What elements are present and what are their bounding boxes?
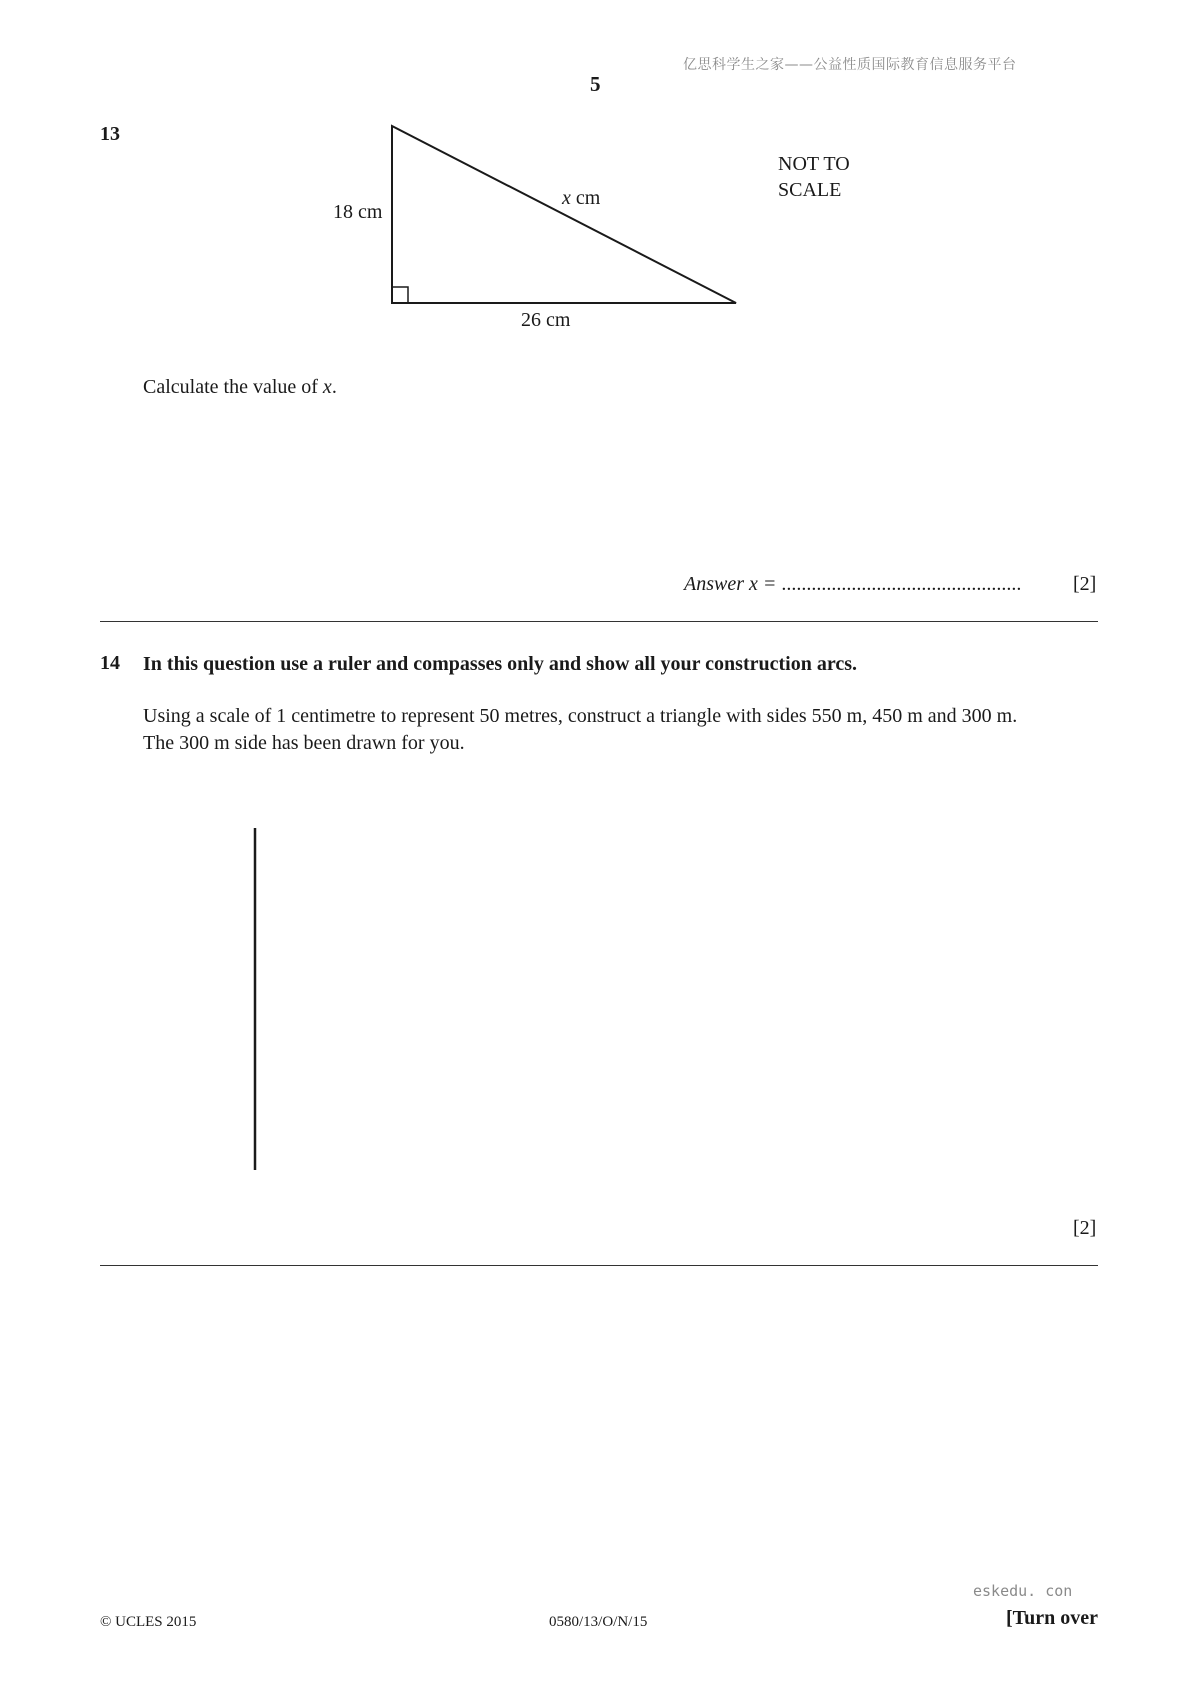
question-14-text-line1: Using a scale of 1 centimetre to represent 50 metres, construct a triangle with sides 550 m, 450 m and 300 m.: [143, 705, 1018, 727]
divider-q13: [100, 621, 1098, 622]
not-to-scale-line1: NOT TO: [778, 153, 850, 175]
question-14-instruction: In this question use a ruler and compasses only and show all your construction arcs.: [143, 653, 858, 675]
hypotenuse-unit: cm: [575, 187, 601, 209]
prompt-text: Calculate the value of: [143, 376, 323, 398]
question-13-number: 13: [100, 123, 120, 145]
marks-q13: [2]: [1073, 573, 1097, 595]
right-angle-marker: [392, 287, 408, 303]
answer-line-13: [684, 573, 1021, 596]
watermark-header: 亿思科学生之家——公益性质国际教育信息服务平台: [683, 57, 1017, 73]
question-14-number: 14: [100, 652, 120, 674]
label-26cm: 26 cm: [521, 309, 571, 331]
construction-area[interactable]: [0, 820, 1191, 1180]
divider-q14: [100, 1265, 1098, 1266]
prompt-variable: x: [322, 376, 332, 398]
question-14-text-line2: The 300 m side has been drawn for you.: [143, 732, 465, 754]
hypotenuse-variable: x: [562, 187, 571, 209]
not-to-scale-line2: SCALE: [778, 179, 842, 201]
label-hypotenuse: [562, 187, 600, 210]
question-13-prompt: [143, 374, 337, 401]
marks-q14: [2]: [1073, 1217, 1097, 1239]
footer-paper-code: 0580/13/O/N/15: [549, 1614, 648, 1630]
answer-dots[interactable]: ................................................: [781, 573, 1022, 595]
footer-copyright: © UCLES 2015: [100, 1614, 197, 1630]
label-18cm: 18 cm: [333, 201, 383, 223]
answer-label: Answer x =: [684, 573, 777, 595]
page-number: 5: [590, 72, 601, 96]
prompt-end: .: [331, 376, 337, 398]
turn-over: [Turn over: [1006, 1607, 1099, 1629]
right-triangle: [392, 126, 736, 303]
watermark-footer: eskedu. con: [973, 1582, 1073, 1600]
